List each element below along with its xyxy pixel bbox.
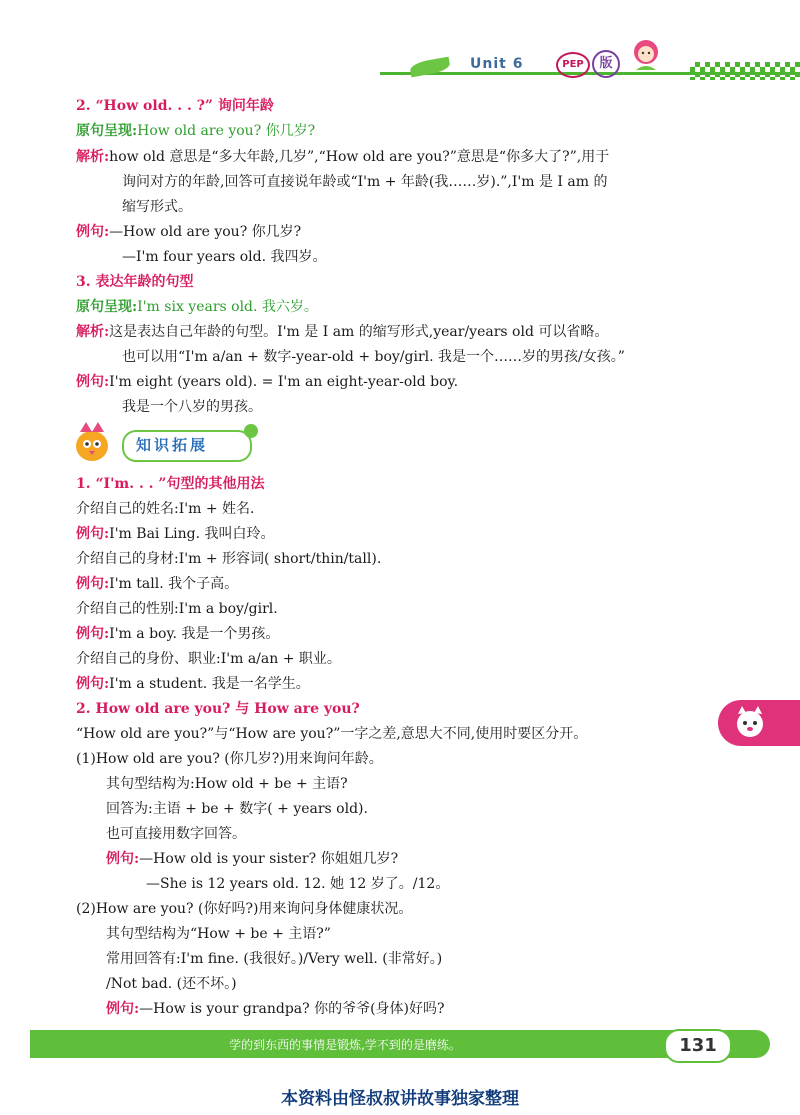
example-label: 例句: xyxy=(76,576,110,592)
analysis-line: 这是表达自己年龄的句型。I'm 是 I am 的缩写形式,year/years old 可以省略。 xyxy=(109,324,609,340)
example-line: I'm tall. 我个子高。 xyxy=(109,576,239,592)
example-row xyxy=(106,999,445,1019)
edition-badge: 版 xyxy=(592,50,620,78)
analysis-line: 缩写形式。 xyxy=(122,199,192,215)
original-text: I'm six years old. 我六岁。 xyxy=(137,299,318,315)
unit-label: Unit 6 xyxy=(470,56,524,72)
example-label: 例句: xyxy=(106,851,140,867)
example-line: —How is your grandpa? 你的爷爷(身体)好吗? xyxy=(139,1001,445,1017)
part1-answer: 回答为:主语 + be + 数字( + years old). xyxy=(106,801,368,817)
example-row xyxy=(76,222,301,242)
part1-structure: 其句型结构为:How old + be + 主语? xyxy=(106,776,348,792)
example-row xyxy=(76,524,275,544)
example-label: 例句: xyxy=(76,374,110,390)
original-label: 原句呈现: xyxy=(76,299,138,315)
part1-line: (1)How old are you? (你几岁?)用来询问年龄。 xyxy=(76,751,383,767)
example-row xyxy=(106,849,398,869)
usage-intro: 介绍自己的性别:I'm a boy/girl. xyxy=(76,601,278,617)
example-line: —How old are you? 你几岁? xyxy=(109,224,302,240)
original-text: How old are you? 你几岁? xyxy=(137,123,316,139)
example-line: 我是一个八岁的男孩。 xyxy=(122,399,262,415)
section-title-age-pattern: 3. 表达年龄的句型 xyxy=(76,274,194,290)
analysis-line: how old 意思是“多大年龄,几岁”,“How old are you?”意思是“你多大了?”,用于 xyxy=(109,149,610,165)
example-row xyxy=(76,372,458,392)
example-row xyxy=(76,624,279,644)
pep-badge: PEP xyxy=(556,52,590,78)
page-number: 131 xyxy=(664,1029,732,1063)
example-line: —I'm four years old. 我四岁。 xyxy=(122,249,327,265)
expand-title-how-old-vs-how: 2. How old are you? 与 How are you? xyxy=(76,701,360,717)
header-checker-pattern xyxy=(690,62,800,80)
original-sentence-row xyxy=(76,297,318,317)
banner-dot xyxy=(244,424,258,438)
footer-motto: 学的到东西的事情是锻炼,学不到的是磨练。 xyxy=(229,1038,461,1052)
knowledge-expansion-banner xyxy=(70,420,260,466)
section-title-how-old: 2. “How old. . . ?” 询问年龄 xyxy=(76,98,274,114)
analysis-row xyxy=(76,322,608,342)
comparison-intro: “How old are you?”与“How are you?”一字之差,意思大不同,使用时要区分开。 xyxy=(76,726,588,742)
analysis-line: 询问对方的年龄,回答可直接说年龄或“I'm + 年龄(我……岁).”,I'm 是 I am 的 xyxy=(122,174,608,190)
usage-intro: 介绍自己的身份、职业:I'm a/an + 职业。 xyxy=(76,651,341,667)
girl-mascot-icon xyxy=(626,36,666,76)
example-line: I'm a student. 我是一名学生。 xyxy=(109,676,310,692)
example-row xyxy=(76,574,238,594)
part2-line: (2)How are you? (你好吗?)用来询问身体健康状况。 xyxy=(76,901,413,917)
analysis-label: 解析: xyxy=(76,149,110,165)
example-label: 例句: xyxy=(106,1001,140,1017)
cartoon-bird-icon xyxy=(70,420,118,466)
example-line: I'm a boy. 我是一个男孩。 xyxy=(109,626,280,642)
footer-credit: 本资料由怪叔叔讲故事独家整理 xyxy=(281,1089,519,1109)
example-label: 例句: xyxy=(76,224,110,240)
example-line: —She is 12 years old. 12. 她 12 岁了。/12。 xyxy=(146,876,450,892)
cat-face-icon xyxy=(732,704,768,740)
example-line: —How old is your sister? 你姐姐几岁? xyxy=(139,851,399,867)
analysis-row xyxy=(76,147,609,167)
part2-structure: 其句型结构为“How + be + 主语?” xyxy=(106,926,331,942)
example-label: 例句: xyxy=(76,626,110,642)
example-label: 例句: xyxy=(76,526,110,542)
analysis-label: 解析: xyxy=(76,324,110,340)
part2-answer: /Not bad. (还不坏。) xyxy=(106,976,237,992)
part2-answer: 常用回答有:I'm fine. (我很好。)/Very well. (非常好。) xyxy=(106,951,443,967)
example-row xyxy=(76,674,310,694)
expand-title-im-usage: 1. “I'm. . . ”句型的其他用法 xyxy=(76,476,265,492)
example-label: 例句: xyxy=(76,676,110,692)
example-line: I'm eight (years old). = I'm an eight-year-old boy. xyxy=(109,374,459,390)
banner-title: 知识拓展 xyxy=(136,436,209,454)
original-sentence-row xyxy=(76,121,315,141)
usage-intro: 介绍自己的姓名:I'm + 姓名. xyxy=(76,501,255,517)
usage-intro: 介绍自己的身材:I'm + 形容词( short/thin/tall). xyxy=(76,551,382,567)
analysis-line: 也可以用“I'm a/an + 数字-year-old + boy/girl. 我是一个……岁的男孩/女孩。” xyxy=(122,349,625,365)
example-line: I'm Bai Ling. 我叫白玲。 xyxy=(109,526,275,542)
part1-also: 也可直接用数字回答。 xyxy=(106,826,246,842)
original-label: 原句呈现: xyxy=(76,123,138,139)
